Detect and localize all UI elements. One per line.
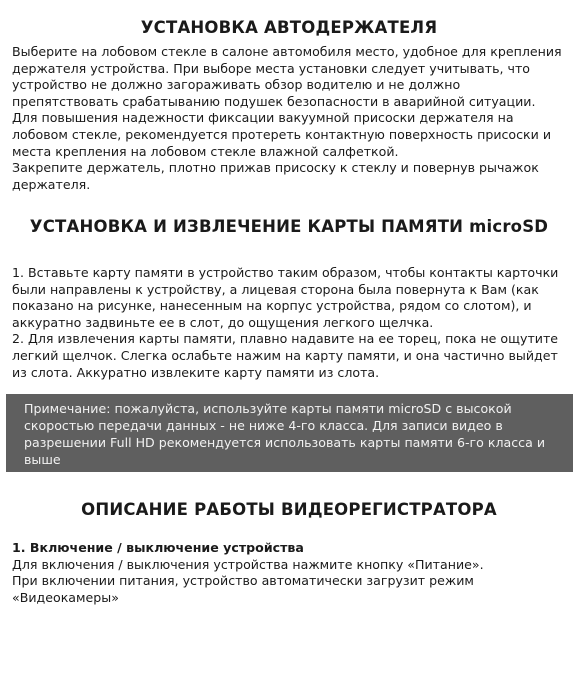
operation-section-body xyxy=(12,540,568,606)
holder-paragraph-2: Для повышения надежности фиксации вакуумной присоски держателя на лобовом стекле, рекомендуется протереть контактную поверхность присоски и места крепления на лобовом стекле влажной салфеткой. xyxy=(12,110,552,159)
operation-section-title: ОПИСАНИЕ РАБОТЫ ВИДЕОРЕГИСТРАТОРА xyxy=(81,500,497,519)
holder-section-title: УСТАНОВКА АВТОДЕРЖАТЕЛЯ xyxy=(140,18,438,37)
memory-card-paragraph-1: 1. Вставьте карту памяти в устройство таким образом, чтобы контакты карточки были направлены к устройству, а лицевая сторона была повернута к Вам (как показано на рисунке, нанесенным на корпус устройства, рядом со слотом), и аккуратно задвиньте ее в слот, до ощущения легкого щелчка. xyxy=(12,265,559,330)
power-subheading: 1. Включение / выключение устройства xyxy=(12,540,304,555)
operation-paragraph-2: При включении питания, устройство автоматически загрузит режим «Видеокамеры» xyxy=(12,573,474,605)
note-box xyxy=(6,394,573,472)
memory-card-section-body xyxy=(12,265,568,381)
holder-paragraph-3: Закрепите держатель, плотно прижав присоску к стеклу и повернув рычажок держателя. xyxy=(12,160,539,192)
operation-paragraph-1: Для включения / выключения устройства нажмите кнопку «Питание». xyxy=(12,556,484,572)
memory-card-paragraph-2: 2. Для извлечения карты памяти, плавно надавите на ее торец, пока не ощутите легкий щелчок. Слегка ослабьте нажим на карту памяти, и она частично выйдет из слота. Аккуратно извлеките карту памяти из слота. xyxy=(12,331,559,380)
holder-section-body xyxy=(12,44,568,193)
note-text: Примечание: пожалуйста, используйте карты памяти microSD с высокой скоростью передачи данных - не ниже 4-го класса. Для записи видео в разрешении Full HD рекомендуется использовать карты памяти 6-го класса и выше xyxy=(24,401,546,467)
holder-paragraph-1: Выберите на лобовом стекле в салоне автомобиля место, удобное для крепления держателя устройства. При выборе места установки следует учитывать, что устройство не должно загораживать обзор водителю и не должно препятствовать срабатыванию подушек безопасности в аварийной ситуации. xyxy=(12,44,562,109)
memory-card-section-title: УСТАНОВКА И ИЗВЛЕЧЕНИЕ КАРТЫ ПАМЯТИ microSD xyxy=(29,217,549,236)
